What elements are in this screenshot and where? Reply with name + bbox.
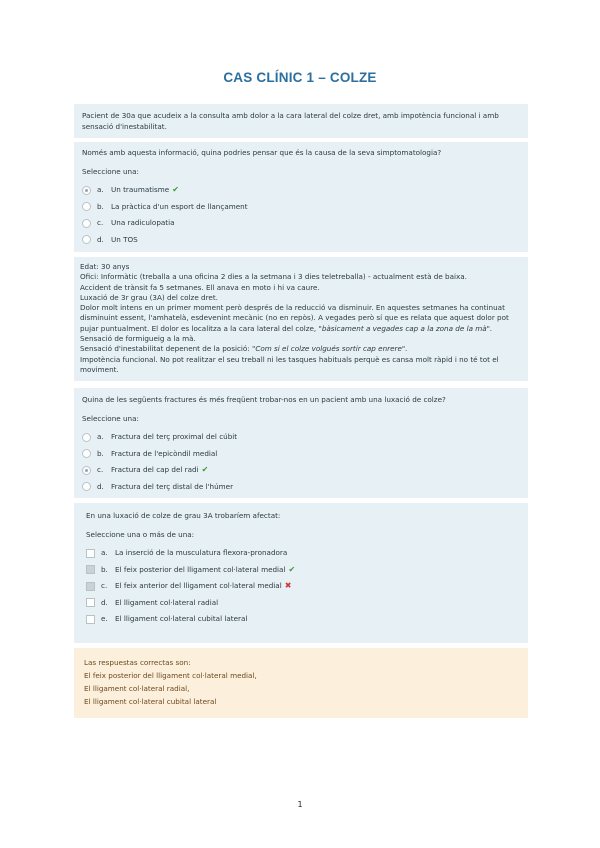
question-2 <box>74 388 528 498</box>
question-1-option-a[interactable]: a. Un traumatisme ✔ <box>82 182 520 199</box>
case-impotence: Impotència funcional. No pot realitzar el seu treball ni les tasques habituals perquè es cansa molt ràpid i no té tot el moviment. <box>80 354 499 374</box>
radio-icon[interactable] <box>82 449 91 458</box>
question-2-select-label: Seleccione una: <box>82 413 139 423</box>
radio-icon[interactable] <box>82 202 91 211</box>
question-3-option-e[interactable]: e. El lligament col·lateral cubital lateral <box>86 611 520 628</box>
correct-answers-heading: Las respuestas correctas son: <box>84 658 191 667</box>
correct-answer-line: El lligament col·lateral radial, <box>84 684 190 693</box>
page-title: CAS CLÍNIC 1 – COLZE <box>223 70 377 85</box>
question-1-text: Només amb aquesta informació, quina podries pensar que és la causa de la seva simptomatologia? <box>82 148 442 157</box>
case-age: Edat: 30 anys <box>80 262 130 271</box>
radio-icon[interactable] <box>82 235 91 244</box>
case-pain: Dolor molt intens en un primer moment però després de la reducció va disminuir. En aquestes setmanes ha continuat disminuint essent, l'amhatelà, esdevenint mecànic (no en repòs). A vegades però sí que es relata que aquest dolor pot pujar puntualment. El dolor es localitza a la cara lateral del colze, "bàsicament a vegades cap a la zona de la mà". <box>80 303 509 333</box>
case-diagnosis: Luxació de 3r grau (3A) del colze dret. <box>80 292 218 302</box>
check-mark-icon: ✔ <box>288 564 296 574</box>
correct-answers-feedback <box>74 648 528 718</box>
checkbox-icon[interactable] <box>86 598 95 607</box>
question-1-option-c[interactable]: c. Una radiculopatia <box>82 215 520 232</box>
question-3-option-a[interactable]: a. La inserció de la musculatura flexora-pronadora <box>86 545 520 562</box>
question-3 <box>74 503 528 643</box>
cross-mark-icon: ✖ <box>284 581 292 590</box>
correct-answer-line: El feix posterior del lligament col·lateral medial, <box>84 671 257 680</box>
check-mark-icon: ✔ <box>172 185 179 194</box>
radio-icon[interactable] <box>82 482 91 491</box>
checkbox-checked-icon[interactable] <box>86 565 95 574</box>
radio-icon[interactable] <box>82 433 91 442</box>
question-1-select-label: Seleccione una: <box>82 166 139 176</box>
radio-selected-icon[interactable] <box>82 186 91 195</box>
question-2-text: Quina de les següents fractures és més freqüent trobar-nos en un pacient amb una luxació de colze? <box>82 395 446 404</box>
case-tingling: Sensació de formigueig a la mà. <box>80 334 196 344</box>
question-2-option-a[interactable]: a. Fractura del terç proximal del cúbit <box>82 429 520 446</box>
question-1 <box>74 142 528 252</box>
question-1-option-b[interactable]: b. La pràctica d'un esport de llançament <box>82 199 520 216</box>
case-intro: Pacient de 30a que acudeix a la consulta amb dolor a la cara lateral del colze dret, amb impotència funcional i amb sensació d'inestabilitat. <box>74 104 528 138</box>
question-3-option-c[interactable]: c. El feix anterior del lligament col·lateral medial ✖ <box>86 578 520 595</box>
checkbox-icon[interactable] <box>86 615 95 624</box>
radio-icon[interactable] <box>82 219 91 228</box>
question-2-option-c[interactable]: c. Fractura del cap del radi ✔ <box>82 462 520 479</box>
case-occupation: Ofici: Informàtic (treballa a una oficina 2 dies a la setmana i 3 dies teletreballa) - actualment està de baixa. <box>80 272 467 282</box>
question-3-select-label: Seleccione una o más de una: <box>86 529 195 539</box>
case-instability: Sensació d'inestabilitat depenent de la posició: "Com si el colze volgués sortir cap enrere". <box>80 344 408 354</box>
question-3-option-d[interactable]: d. El lligament col·lateral radial <box>86 595 520 612</box>
radio-selected-icon[interactable] <box>82 466 91 475</box>
case-details <box>74 257 528 381</box>
correct-answer-line: El lligament col·lateral cubital lateral <box>84 697 217 706</box>
question-1-option-d[interactable]: d. Un TOS <box>82 232 520 249</box>
question-2-option-b[interactable]: b. Fractura de l'epicòndil medial <box>82 446 520 463</box>
question-2-option-d[interactable]: d. Fractura del terç distal de l'húmer <box>82 479 520 496</box>
checkbox-checked-icon[interactable] <box>86 582 95 591</box>
question-3-text: En una luxació de colze de grau 3A trobaríem afectat: <box>86 511 281 520</box>
question-3-option-b[interactable]: b. El feix posterior del lligament col·lateral medial ✔ <box>86 562 520 579</box>
case-accident: Accident de trànsit fa 5 setmanes. Ell anava en moto i hi va caure. <box>80 282 320 292</box>
page-number: 1 <box>297 800 303 809</box>
checkbox-icon[interactable] <box>86 549 95 558</box>
check-mark-icon: ✔ <box>201 465 209 474</box>
